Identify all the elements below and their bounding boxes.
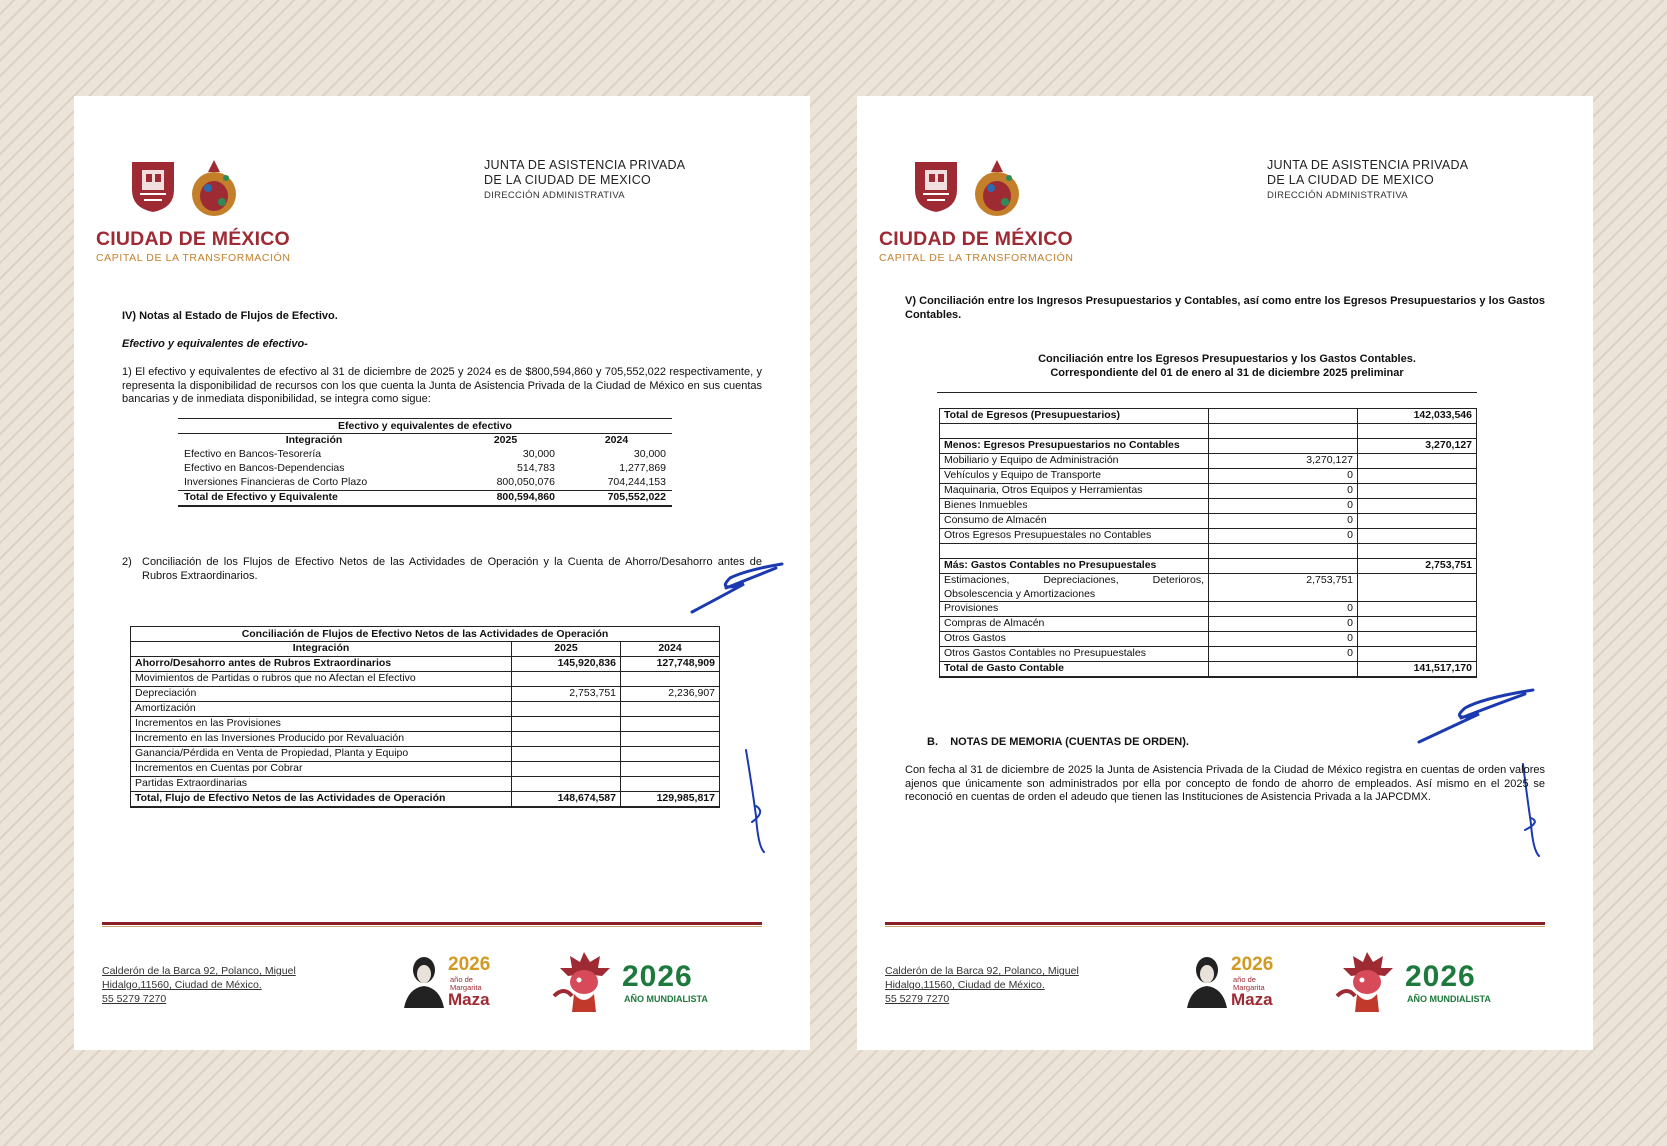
table-row [131,747,720,762]
value-2024: 1,277,869 [619,462,666,475]
item-2-number: 2) [122,556,132,568]
row-label: Partidas Extraordinarias [131,777,512,792]
total-cell [1358,514,1477,529]
mundial-logo [1327,946,1527,1018]
cdmx-logo [879,158,1079,268]
table-row [131,687,720,702]
row-label: Provisiones [940,602,1209,617]
row-label: Inversiones Financieras de Corto Plazo [184,476,368,489]
column-header: 2025 [493,434,518,447]
row-label: Maquinaria, Otros Equipos y Herramientas [940,484,1209,499]
institution-header [484,158,685,203]
table-row [940,617,1477,632]
row-label: Otros Gastos Contables no Presupuestales [940,647,1209,662]
expense-reconciliation-table [939,408,1477,678]
table-body [178,434,672,507]
row-label: Efectivo en Bancos-Dependencias [184,462,345,475]
value-2025 [512,717,621,732]
spacer-row [940,544,1477,559]
margarita-maza-logo [404,954,504,1010]
mundial-year: 2026 [1405,960,1476,993]
row-label: Incrementos en Cuentas por Cobrar [131,762,512,777]
total-cell [1358,499,1477,514]
header-line3: DIRECCIÓN ADMINISTRATIVA [484,190,625,201]
table-row [178,462,672,476]
detail-cell: 0 [1209,499,1358,514]
margarita-year: 2026 [448,954,491,975]
table-row [131,702,720,717]
value-2024: 705,552,022 [607,491,666,504]
footer-divider [102,922,762,925]
value-2024: 127,748,909 [621,657,720,672]
paragraph-1: 1) El efectivo y equivalentes de efectivo al 31 de diciembre de 2025 y 2024 es de $800,594,860 y 705,552,022 respectivamente, y representa la disponibilidad de recursos con los que cuenta la Junta de Asistencia Privada de la Ciudad de México en sus cuentas bancarias y de inmediata disponibilidad, se integra como sigue: [122,366,762,405]
table-total-row [178,491,672,507]
footer-address [885,964,1079,1006]
value-2024: 704,244,153 [607,476,666,489]
section-heading: IV) Notas al Estado de Flujos de Efectivo. [122,310,338,322]
row-label: Compras de Almacén [940,617,1209,632]
margarita-maza-portrait-icon [404,954,444,1008]
row-label: Ganancia/Pérdida en Venta de Propiedad, Planta y Equipo [131,747,512,762]
value-2025: 2,753,751 [512,687,621,702]
header-line1: JUNTA DE ASISTENCIA PRIVADA [484,158,686,172]
value-2024: 30,000 [633,448,666,461]
detail-cell: 0 [1209,484,1358,499]
mundial-year: 2026 [622,960,693,993]
section-heading: V) Conciliación entre los Ingresos Presupuestarios y Contables, así como entre los Egresos Presupuestarios y los Gastos Contables. [905,295,1545,321]
city-name: CIUDAD DE MÉXICO [96,228,290,250]
row-label: Vehículos y Equipo de Transporte [940,469,1209,484]
column-header: Integración [131,642,512,657]
value-2024 [621,732,720,747]
row-label: Movimientos de Partidas o rubros que no Afectan el Efectivo [131,672,512,687]
detail-cell: 0 [1209,617,1358,632]
detail-cell [1209,439,1358,454]
spacer-row [940,424,1477,439]
table-header-row [178,434,672,448]
row-label: Consumo de Almacén [940,514,1209,529]
value-2025 [512,702,621,717]
margarita-name: Maza [1231,990,1273,1009]
detail-cell: 0 [1209,529,1358,544]
memo-heading: B. NOTAS DE MEMORIA (CUENTAS DE ORDEN). [927,736,1189,748]
row-label: Efectivo en Bancos-Tesorería [184,448,322,461]
item-2-text: Conciliación de los Flujos de Efectivo Netos de las Actividades de Operación y la Cuenta de Ahorro/Desahorro antes de Rubros Extraordinarios. [142,556,762,582]
total-cell [1358,574,1477,602]
table-row [131,732,720,747]
table-header-row [131,642,720,657]
table-row [940,559,1477,574]
total-cell: 2,753,751 [1358,559,1477,574]
detail-cell: 0 [1209,632,1358,647]
detail-cell: 2,753,751 [1209,574,1358,602]
value-2025: 145,920,836 [512,657,621,672]
address-line: Hidalgo,11560, Ciudad de México. [102,979,262,991]
value-2025: 30,000 [522,448,555,461]
table-title: Conciliación de Flujos de Efectivo Netos de las Actividades de Operación [130,626,720,642]
table-row [940,484,1477,499]
cdmx-mascot-icon [969,158,1025,220]
table-row [940,439,1477,454]
mundial-logo [544,946,744,1018]
table-row [940,514,1477,529]
address-line: Calderón de la Barca 92, Polanco, Miguel [102,965,296,977]
margarita-name: Maza [448,990,490,1009]
total-cell [1358,454,1477,469]
total-cell [1358,529,1477,544]
table-row [940,469,1477,484]
city-tagline: CAPITAL DE LA TRANSFORMACIÓN [879,252,1074,264]
value-2024 [621,777,720,792]
signature-icon [686,558,786,618]
table-title-2: Correspondiente del 01 de enero al 31 de diciembre 2025 preliminar [1050,367,1404,379]
city-tagline: CAPITAL DE LA TRANSFORMACIÓN [96,252,291,264]
margarita-sub2: Margarita [450,983,482,992]
table-title-1: Conciliación entre los Egresos Presupuestarios y los Gastos Contables. [1038,353,1416,365]
value-2024: 2,236,907 [621,687,720,702]
total-cell [1358,602,1477,617]
header-line2: DE LA CIUDAD DE MEXICO [1267,173,1435,187]
table-row [131,657,720,672]
detail-cell: 3,270,127 [1209,454,1358,469]
detail-cell: 0 [1209,602,1358,617]
value-2024 [621,747,720,762]
header-line3: DIRECCIÓN ADMINISTRATIVA [1267,190,1408,201]
initial-icon [742,746,772,856]
document-page-right [857,96,1593,1050]
detail-cell [1209,662,1358,678]
value-2025: 800,050,076 [496,476,555,489]
table-total-row [940,662,1477,678]
row-label: Otros Gastos [940,632,1209,647]
column-header: 2024 [621,642,720,657]
detail-cell: 0 [1209,647,1358,662]
table-row [940,574,1477,602]
header-line2: DE LA CIUDAD DE MEXICO [484,173,652,187]
footer-divider-accent [102,926,762,927]
title-rule [937,392,1477,393]
table-row [178,476,672,491]
table-row [940,529,1477,544]
table-row [178,448,672,462]
footer-address [102,964,296,1006]
phone-number: 55 5279 7270 [102,993,167,1005]
total-cell [1358,632,1477,647]
row-label: Menos: Egresos Presupuestarios no Contables [940,439,1209,454]
margarita-sub1: año de [450,975,473,984]
value-2024 [621,672,720,687]
address-line: Calderón de la Barca 92, Polanco, Miguel [885,965,1079,977]
row-label: Total de Efectivo y Equivalente [184,491,338,504]
value-2025 [512,732,621,747]
margarita-maza-logo [1187,954,1287,1010]
table-row [940,499,1477,514]
cdmx-logo [96,158,296,268]
value-2025: 514,783 [517,462,555,475]
column-header: 2024 [604,434,629,447]
table-row [940,454,1477,469]
table-row [940,602,1477,617]
value-2025 [512,747,621,762]
row-label: Total de Egresos (Presupuestarios) [940,409,1209,424]
phone-number: 55 5279 7270 [885,993,950,1005]
value-2024 [621,702,720,717]
value-2024 [621,717,720,732]
footer-divider-accent [885,926,1545,927]
table-row [940,409,1477,424]
cdmx-shield-icon [130,160,176,214]
detail-cell [1209,559,1358,574]
row-label: Total de Gasto Contable [940,662,1209,678]
memo-paragraph: Con fecha al 31 de diciembre de 2025 la Junta de Asistencia Privada de la Ciudad de México registra en cuentas de orden valores ajenos que únicamente son administrados por ella por concepto de fondo de ahorro de empleados. Así mismo en el 2025 se reconoció en cuentas de orden el adeudo que tienen las Instituciones de Asistencia Privada a la JAPCDMX. [905,764,1545,803]
value-2025 [512,762,621,777]
table-row [940,632,1477,647]
total-cell: 3,270,127 [1358,439,1477,454]
address-line: Hidalgo,11560, Ciudad de México. [885,979,1045,991]
mundial-subtitle: AÑO MUNDIALISTA [624,994,708,1004]
detail-cell: 0 [1209,514,1358,529]
detail-cell [1209,409,1358,424]
cdmx-mascot-icon [186,158,242,220]
table-row [940,647,1477,662]
value-2025: 148,674,587 [512,792,621,808]
row-label: Incrementos en las Provisiones [131,717,512,732]
row-label: Incremento en las Inversiones Producido por Revaluación [131,732,512,747]
value-2025 [512,672,621,687]
row-label: Otros Egresos Presupuestales no Contables [940,529,1209,544]
row-label: Mobiliario y Equipo de Administración [940,454,1209,469]
column-header: Integración [285,434,343,447]
total-cell [1358,617,1477,632]
row-label: Total, Flujo de Efectivo Netos de las Actividades de Operación [131,792,512,808]
mundial-mascot-icon [1327,946,1407,1018]
value-2024 [621,762,720,777]
table-total-row [131,792,720,808]
total-cell [1358,647,1477,662]
row-label: Más: Gastos Contables no Presupuestales [940,559,1209,574]
margarita-sub1: año de [1233,975,1256,984]
institution-header [1267,158,1468,203]
value-2025 [512,777,621,792]
table-body [130,642,720,808]
mundial-subtitle: AÑO MUNDIALISTA [1407,994,1491,1004]
row-label: Estimaciones, Depreciaciones, Deterioros, Obsolescencia y Amortizaciones [940,574,1209,602]
total-cell: 142,033,546 [1358,409,1477,424]
table-row [131,777,720,792]
total-cell [1358,484,1477,499]
signature-icon [1413,682,1537,748]
total-cell [1358,469,1477,484]
value-2024: 129,985,817 [621,792,720,808]
table-title: Efectivo y equivalentes de efectivo [178,418,672,434]
footer-divider [885,922,1545,925]
value-2025: 800,594,860 [496,491,555,504]
margarita-maza-portrait-icon [1187,954,1227,1008]
header-line1: JUNTA DE ASISTENCIA PRIVADA [1267,158,1469,172]
city-name: CIUDAD DE MÉXICO [879,228,1073,250]
row-label: Ahorro/Desahorro antes de Rubros Extraordinarios [131,657,512,672]
operating-cashflow-table [130,626,720,808]
total-cell: 141,517,170 [1358,662,1477,678]
mundial-mascot-icon [544,946,624,1018]
margarita-sub2: Margarita [1233,983,1265,992]
table-row [131,762,720,777]
column-header: 2025 [512,642,621,657]
table-row [131,717,720,732]
row-label: Amortización [131,702,512,717]
subheading: Efectivo y equivalentes de efectivo- [122,338,308,350]
row-label: Depreciación [131,687,512,702]
document-page-left [74,96,810,1050]
row-label: Bienes Inmuebles [940,499,1209,514]
margarita-year: 2026 [1231,954,1274,975]
table-row [131,672,720,687]
detail-cell: 0 [1209,469,1358,484]
cash-equivalents-table [178,418,672,507]
cdmx-shield-icon [913,160,959,214]
